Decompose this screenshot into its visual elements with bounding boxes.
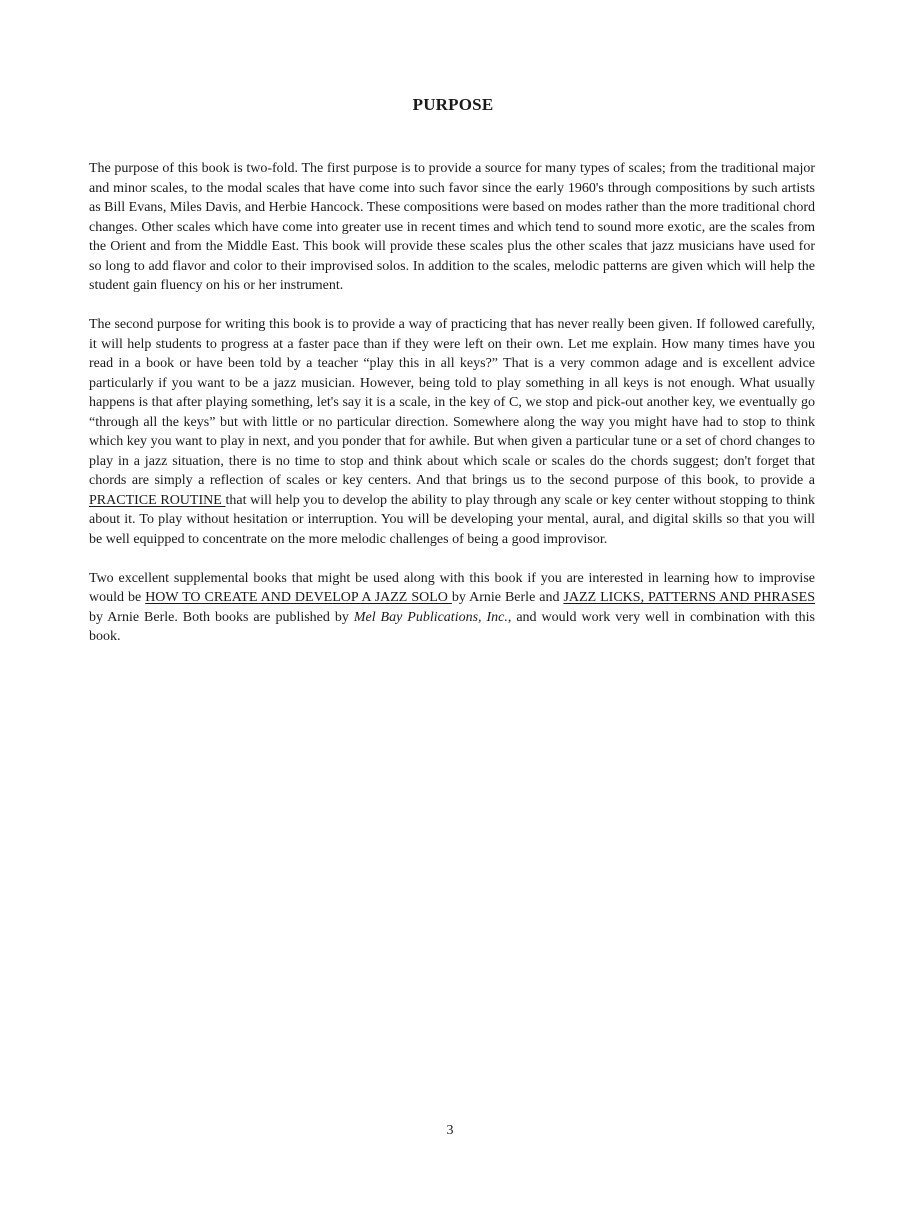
paragraph-3-intro: Two excellent supplemental books that might be used along with this book if you are interested in learning how to improvise would be (89, 570, 815, 605)
paragraph-3-mid: by Arnie Berle and (451, 590, 564, 605)
page-number: 3 (446, 1123, 454, 1138)
body-text (89, 159, 815, 666)
book-title-jazz-licks: JAZZ LICKS, PATTERNS AND PHRASES (563, 590, 815, 605)
paragraph-2 (89, 315, 815, 549)
paragraph-2-text-after: that will help you to develop the ability to play through any scale or key center without stopping to think about it. To play without hesitation or interruption. You will be developing your mental, aural, and digital skills so that you will be well equipped to concentrate on the more melodic challenges of being a good improvisor. (89, 492, 815, 547)
paragraph-1: The purpose of this book is two-fold. The first purpose is to provide a source for many types of scales; from the traditional major and minor scales, to the modal scales that have come into such favor since the early 1960's through compositions by such artists as Bill Evans, Miles Davis, and Herbie Hancock. These compositions were based on modes rather than the more traditional chord changes. Other scales which have come into greater use in recent times and which tend to sound more exotic, are the scales from the Orient and from the Middle East. This book will provide these scales plus the other scales that jazz musicians have used for so long to add flavor and color to their improvised solos. In addition to the scales, melodic patterns are given which will help the student gain fluency on his or her instrument. (89, 161, 815, 293)
book-title-jazz-solo: HOW TO CREATE AND DEVELOP A JAZZ SOLO (145, 590, 452, 605)
publisher-name: Mel Bay Publications, Inc. (353, 609, 508, 625)
paragraph-3-end: , and would work very well in combination with this book. (89, 609, 815, 644)
page-title: PURPOSE (412, 95, 494, 114)
practice-routine-underlined: PRACTICE ROUTINE (89, 492, 226, 508)
paragraph-3 (89, 569, 815, 647)
paragraph-2-text-before: The second purpose for writing this book is to provide a way of practicing that has never really been given. If followed carefully, it will help students to progress at a faster pace than if they were left on their own. Let me explain. How many times have you read in a book or have been told by a teacher “play this in all keys?” That is a very common adage and is excellent advice particularly if you want to be a jazz musician. However, being told to play something in all keys is not enough. What usually happens is that after playing something, let's say it is a scale, in the key of C, we stop and pick-out another key, we eventually go “through all the keys” but with little or no particular direction. Somewhere along the way you might have had to stop to think which key you want to play in next, and you ponder that for awhile. But when given a particular tune or a set of chord changes to play in a jazz situation, there is no time to stop and think about which scale or scales do the chords suggest; don't forget that chords are simply a reflection of scales or key centers. And that brings us to the second purpose of this book, to provide a (89, 317, 815, 488)
paragraph-3-mid2: by Arnie Berle. Both books are published by (89, 609, 354, 625)
